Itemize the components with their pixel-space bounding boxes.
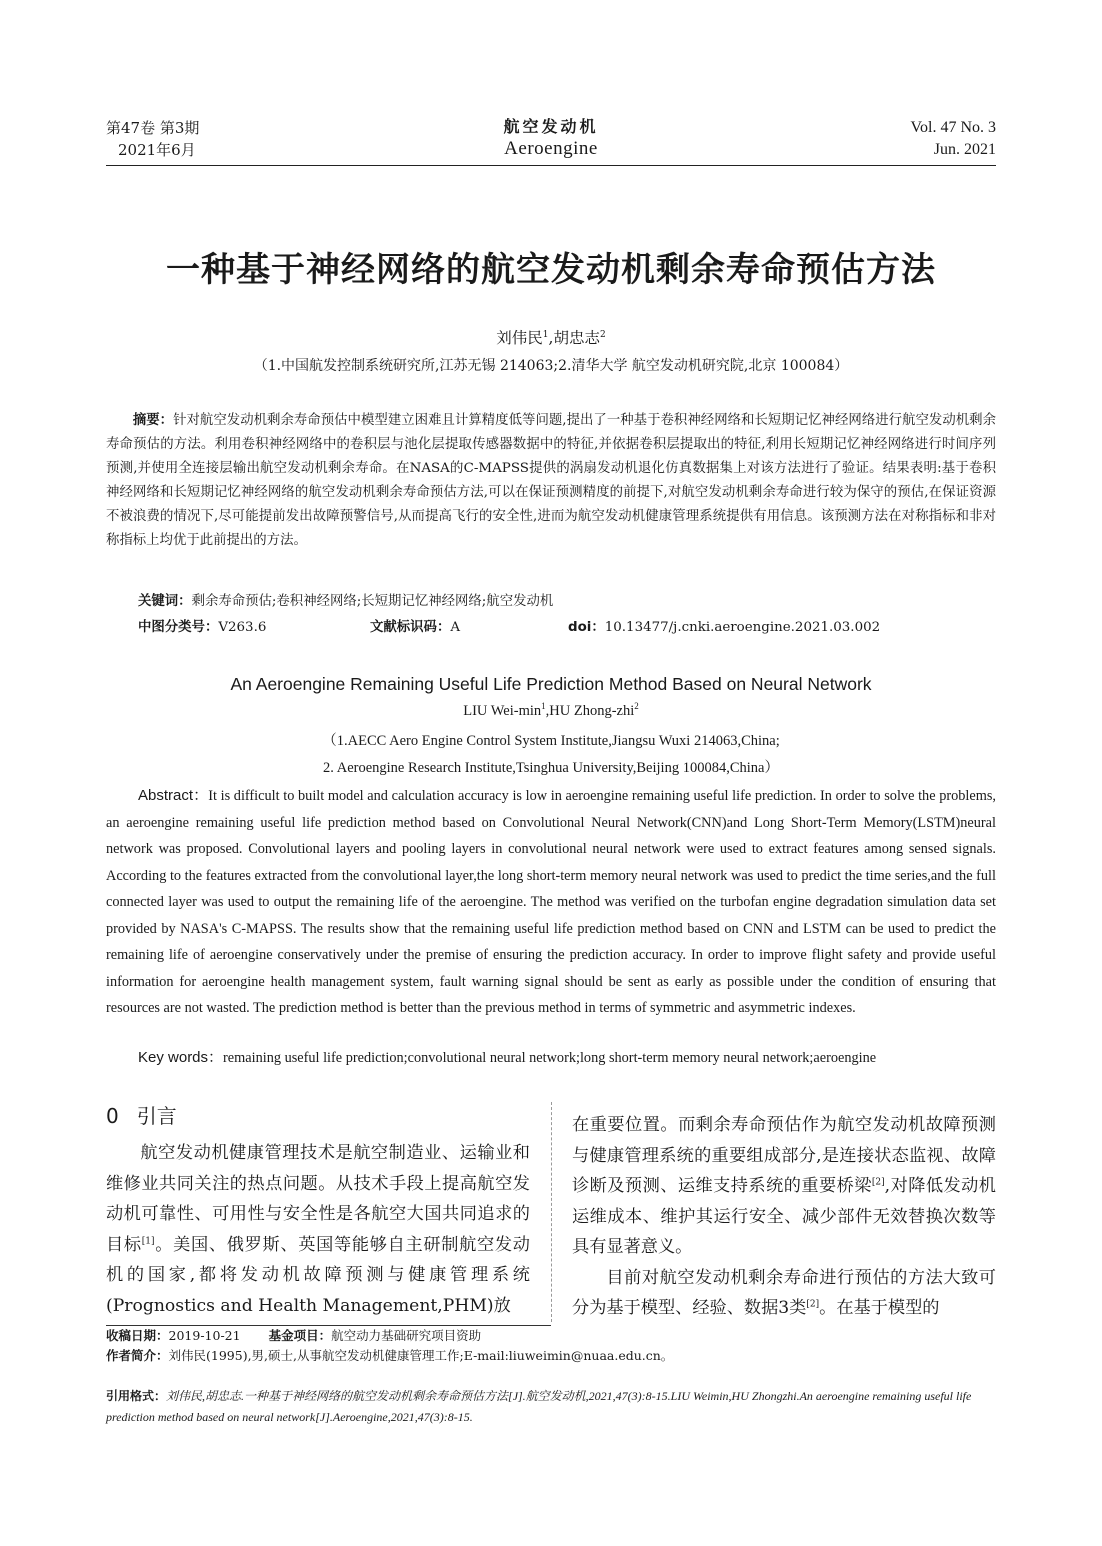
body-right-column (572, 1110, 996, 1324)
keywords-text: 剩余寿命预估;卷积神经网络;长短期记忆神经网络;航空发动机 (191, 594, 554, 609)
abstract-en-label: Abstract： (138, 787, 209, 804)
fund-text: 航空动力基础研究项目资助 (331, 1328, 482, 1343)
english-affiliation-2: 2. Aeroengine Research Institute,Tsinghua University,Beijing 100084,China） (323, 760, 779, 776)
doi-link[interactable]: 10.13477/j.cnki.aeroengine.2021.03.002 (604, 620, 881, 635)
author-1-affil: 1 (542, 329, 549, 340)
paper-title: 一种基于神经网络的航空发动机剩余寿命预估方法 (166, 250, 936, 290)
column-divider (551, 1102, 552, 1322)
english-author-2: HU Zhong-zhi (549, 703, 635, 719)
reference-1[interactable]: [1] (141, 1235, 155, 1246)
doi (568, 618, 880, 638)
author-bio-text: 刘伟民(1995),男,硕士,从事航空发动机健康管理工作;E-mail:liuweimin@nuaa.edu.cn。 (168, 1348, 674, 1363)
abstract-en (106, 783, 996, 1022)
keywords-label: 关键词： (138, 594, 192, 609)
reference-2[interactable]: [2] (871, 1177, 885, 1188)
keywords-en (138, 1046, 876, 1067)
section-heading (106, 1100, 177, 1129)
intro-paragraph-2-a: 目前对航空发动机剩余寿命进行预估的方法大致可分为基于模型、经验、数据3类 (572, 1267, 996, 1318)
keywords-en-text: remaining useful life prediction;convolutional neural network;long short-term memory neural network;aeroengine (223, 1050, 877, 1066)
document-code (370, 618, 460, 638)
journal-name-cn: 航空发动机 (503, 117, 599, 136)
intro-paragraph-2-b: 。在基于模型的 (819, 1298, 940, 1318)
citation-text: 刘伟民,胡忠志.一种基于神经网络的航空发动机剩余寿命预估方法[J].航空发动机,2021,47(3):8-15.LIU Weimin,HU Zhongzhi.An aeroengine remaining useful life prediction method based on neural network[J].Aeroengine,2021,47(3):8-15. (106, 1389, 972, 1424)
clc-value: V263.6 (218, 620, 267, 635)
header-rule (106, 165, 996, 166)
author-2-affil: 2 (599, 329, 606, 340)
author-line (0, 326, 1102, 348)
fund-label: 基金项目： (268, 1328, 332, 1343)
abstract-text: 针对航空发动机剩余寿命预估中模型建立困难且计算精度低等问题,提出了一种基于卷积神经网络和长短期记忆神经网络进行航空发动机剩余寿命预估的方法。利用卷积神经网络中的卷积层与池化层提取传感器数据中的特征,并依据卷积层提取出的特征,利用长短期记忆神经网络进行时间序列预测,并使用全连接层输出航空发动机剩余寿命。在NASA的C-MAPSS提供的涡扇发动机退化仿真数据集上对该方法进行了验证。结果表明:基于卷积神经网络和长短期记忆神经网络的航空发动机剩余寿命预估方法,可以在保证预测精度的前提下,对航空发动机剩余寿命进行较为保守的预估,在保证资源不被浪费的情况下,尽可能提前发出故障预警信号,从而提高飞行的安全性,进而为航空发动机健康管理系统提供有用信息。该预测方法在对称指标和非对称指标上均优于此前提出的方法。 (106, 413, 996, 549)
journal-name-en: Aeroengine (504, 138, 598, 159)
english-title: An Aeroengine Remaining Useful Life Prediction Method Based on Neural Network (230, 674, 872, 694)
clc-label: 中图分类号： (138, 620, 219, 635)
abstract-label: 摘要： (132, 413, 174, 428)
received-label: 收稿日期： (106, 1328, 169, 1343)
author-bio-label: 作者简介： (106, 1348, 169, 1363)
intro-paragraph-1c-b: ,对降低发动机运维成本、维护其运行安全、减少部件无效替换次数等具有显著意义。 (572, 1176, 996, 1257)
abstract-cn (106, 409, 996, 554)
body-left-column (106, 1138, 530, 1321)
section-title: 引言 (136, 1104, 177, 1128)
author-separator: , (548, 329, 554, 347)
header-issue-en (911, 117, 997, 161)
english-affiliation-1: （1.AECC Aero Engine Control System Institute,Jiangsu Wuxi 214063,China; (322, 733, 780, 749)
document-code-label: 文献标识码： (370, 620, 451, 635)
intro-paragraph-2 (572, 1263, 996, 1324)
intro-paragraph-1a: 航空发动机健康管理技术是航空制造业、运输业和维修业共同关注的热点问题。从技术手段上提高航空发动机可靠性、可用性与安全性是各航空大国共同追求的目标 (106, 1143, 530, 1255)
english-authors (0, 703, 1102, 720)
footnote-received-fund (106, 1327, 481, 1345)
doi-label: doi： (568, 620, 605, 635)
citation-label: 引用格式： (106, 1389, 167, 1403)
english-author-1: LIU Wei-min (463, 703, 542, 719)
received-date: 2019-10-21 (168, 1328, 241, 1343)
citation-format (106, 1386, 996, 1428)
english-author-separator: , (545, 703, 550, 719)
english-author-1-affil: 1 (541, 701, 546, 712)
affiliation: （1.中国航发控制系统研究所,江苏无锡 214063;2.清华大学 航空发动机研究院,北京 100084） (253, 358, 849, 374)
english-author-2-affil: 2 (634, 701, 639, 712)
footnote-rule (106, 1325, 551, 1326)
header-volume-en: Vol. 47 No. 3 (910, 119, 996, 136)
intro-paragraph-1c (572, 1110, 996, 1263)
keywords-en-label: Key words： (138, 1049, 224, 1066)
document-code-value: A (450, 620, 461, 635)
intro-paragraph-1b: 。美国、俄罗斯、英国等能够自主研制航空发动机的国家,都将发动机故障预测与健康管理系统(Prognostics and Health Management,PHM)放 (106, 1234, 530, 1316)
header-date: 2021年6月 (118, 141, 196, 159)
header-volume: 第47卷 第3期 (106, 119, 200, 137)
abstract-en-text: It is difficult to built model and calculation accuracy is low in aeroengine remaining useful life prediction. In order to solve the problems, an aeroengine remaining useful life prediction method based on Convolutional Neural Network(CNN)and Long Short-Term Memory(LSTM)neural network was proposed. Convolutional layers and pooling layers in convolutional neural network were used to extract features among sensed signals. According to the features extracted from the convolutional layer,the long short-term memory neural network was used to predict the time series,and the full connected layer was used to output the remaining life of the aeroengine. The method was verified on the turbofan engine degradation simulation data set provided by NASA's C-MAPSS. The results show that the remaining useful life prediction method based on CNN and LSTM can be used to predict the remaining life of aeroengine conservatively under the premise of ensuring the prediction accuracy. In order to improve flight safety and provide useful information for aeroengine health management system, fault warning signal should be sent as early as possible under the condition of ensuring that resources are not wasted. The prediction method is better than the previous method in terms of symmetric and asymmetric indexes. (106, 788, 996, 1016)
author-1: 刘伟民 (496, 329, 543, 347)
header-date-en: Jun. 2021 (933, 141, 996, 158)
footnote-author-bio (106, 1347, 673, 1365)
section-number: 0 (106, 1104, 119, 1128)
author-2: 胡忠志 (553, 329, 600, 347)
reference-3[interactable]: [2] (806, 1299, 820, 1310)
clc-number (138, 618, 266, 638)
intro-paragraph-1c-a: 在重要位置。而剩余寿命预估作为航空发动机故障预测与健康管理系统的重要组成部分,是连接状态监视、故障诊断及预测、运维支持系统的重要桥梁 (572, 1115, 996, 1196)
keywords-cn (138, 592, 553, 612)
